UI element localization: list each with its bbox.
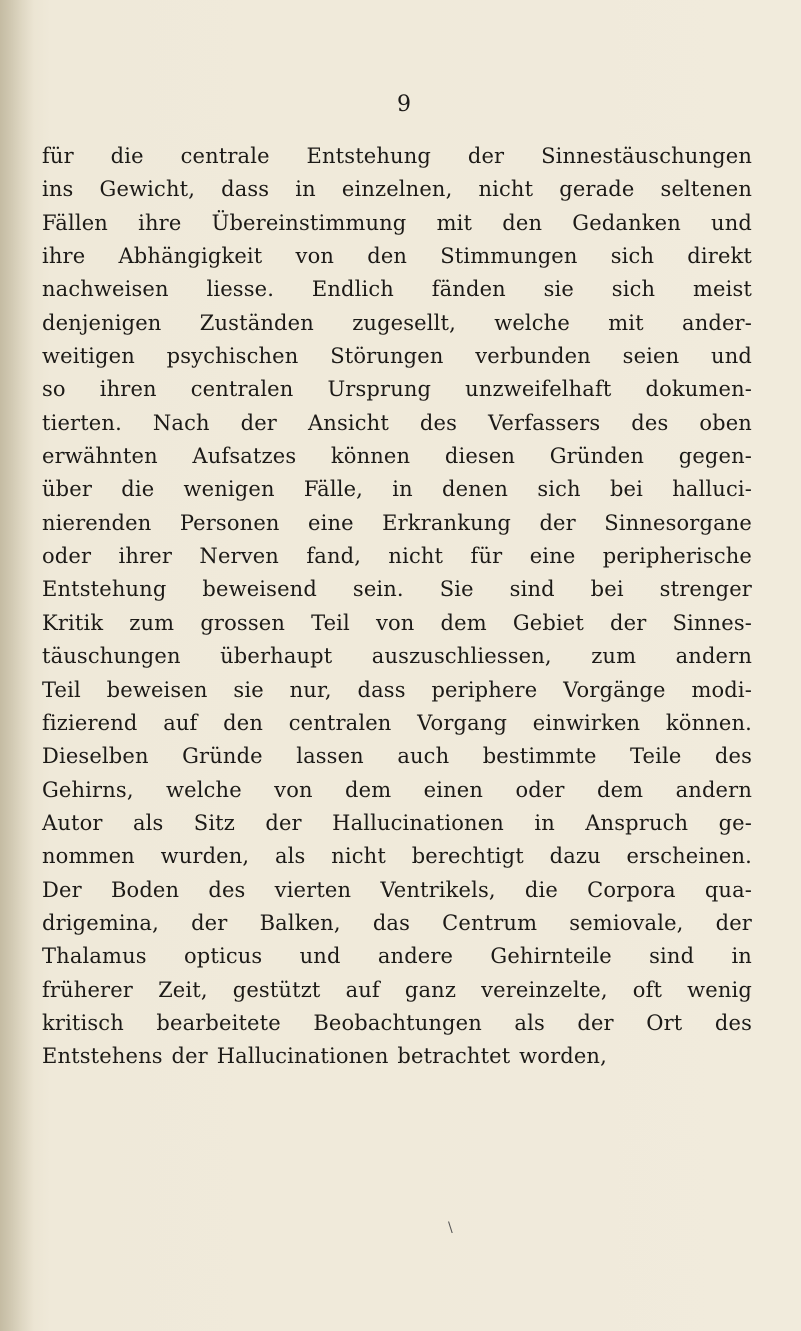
text-line: nommen wurden, als nicht berechtigt dazu erscheinen.	[42, 844, 752, 869]
text-line: kritisch bearbeitete Beobachtungen als der Ort des	[42, 1010, 752, 1035]
text-line: Fällen ihre Übereinstimmung mit den Gedanken und	[42, 210, 752, 235]
text-line: Gehirns, welche von dem einen oder dem andern	[42, 777, 752, 802]
text-line: Teil beweisen sie nur, dass periphere Vorgänge modi-	[42, 677, 752, 702]
text-line: früherer Zeit, gestützt auf ganz vereinzelte, oft wenig	[42, 977, 752, 1002]
text-line: erwähnten Aufsatzes können diesen Gründen gegen-	[42, 444, 752, 469]
text-line: so ihren centralen Ursprung unzweifelhaft dokumen-	[42, 377, 752, 402]
stray-mark: \	[448, 1220, 453, 1236]
text-line: drigemina, der Balken, das Centrum semiovale, der	[42, 910, 752, 935]
text-line: oder ihrer Nerven fand, nicht für eine peripherische	[42, 544, 752, 569]
text-line: nachweisen liesse. Endlich fänden sie sich meist	[42, 277, 752, 302]
body-text	[42, 140, 752, 1074]
text-line: tierten. Nach der Ansicht des Verfassers des oben	[42, 410, 752, 435]
text-line: Entstehens der Hallucinationen betrachtet worden,	[42, 1044, 607, 1069]
text-line: weitigen psychischen Störungen verbunden seien und	[42, 344, 752, 369]
page-gutter-shadow	[0, 0, 34, 1331]
text-line: fizierend auf den centralen Vorgang einwirken können.	[42, 710, 752, 735]
text-line: ins Gewicht, dass in einzelnen, nicht gerade seltenen	[42, 177, 752, 202]
text-line: Kritik zum grossen Teil von dem Gebiet der Sinnes-	[42, 610, 752, 635]
text-line: Thalamus opticus und andere Gehirnteile sind in	[42, 944, 752, 969]
text-line: Dieselben Gründe lassen auch bestimmte Teile des	[42, 744, 752, 769]
text-line: Der Boden des vierten Ventrikels, die Corpora qua-	[42, 877, 752, 902]
text-line: Autor als Sitz der Hallucinationen in Anspruch ge-	[42, 810, 752, 835]
page-number: 9	[397, 92, 411, 117]
text-line: nierenden Personen eine Erkrankung der Sinnesorgane	[42, 510, 752, 535]
text-line: über die wenigen Fälle, in denen sich bei halluci-	[42, 477, 752, 502]
text-line: täuschungen überhaupt auszuschliessen, zum andern	[42, 644, 752, 669]
text-line: denjenigen Zuständen zugesellt, welche mit ander-	[42, 310, 752, 335]
text-line: für die centrale Entstehung der Sinnestäuschungen	[42, 144, 752, 168]
text-line: Entstehung beweisend sein. Sie sind bei strenger	[42, 577, 752, 602]
text-line: ihre Abhängigkeit von den Stimmungen sich direkt	[42, 244, 752, 269]
